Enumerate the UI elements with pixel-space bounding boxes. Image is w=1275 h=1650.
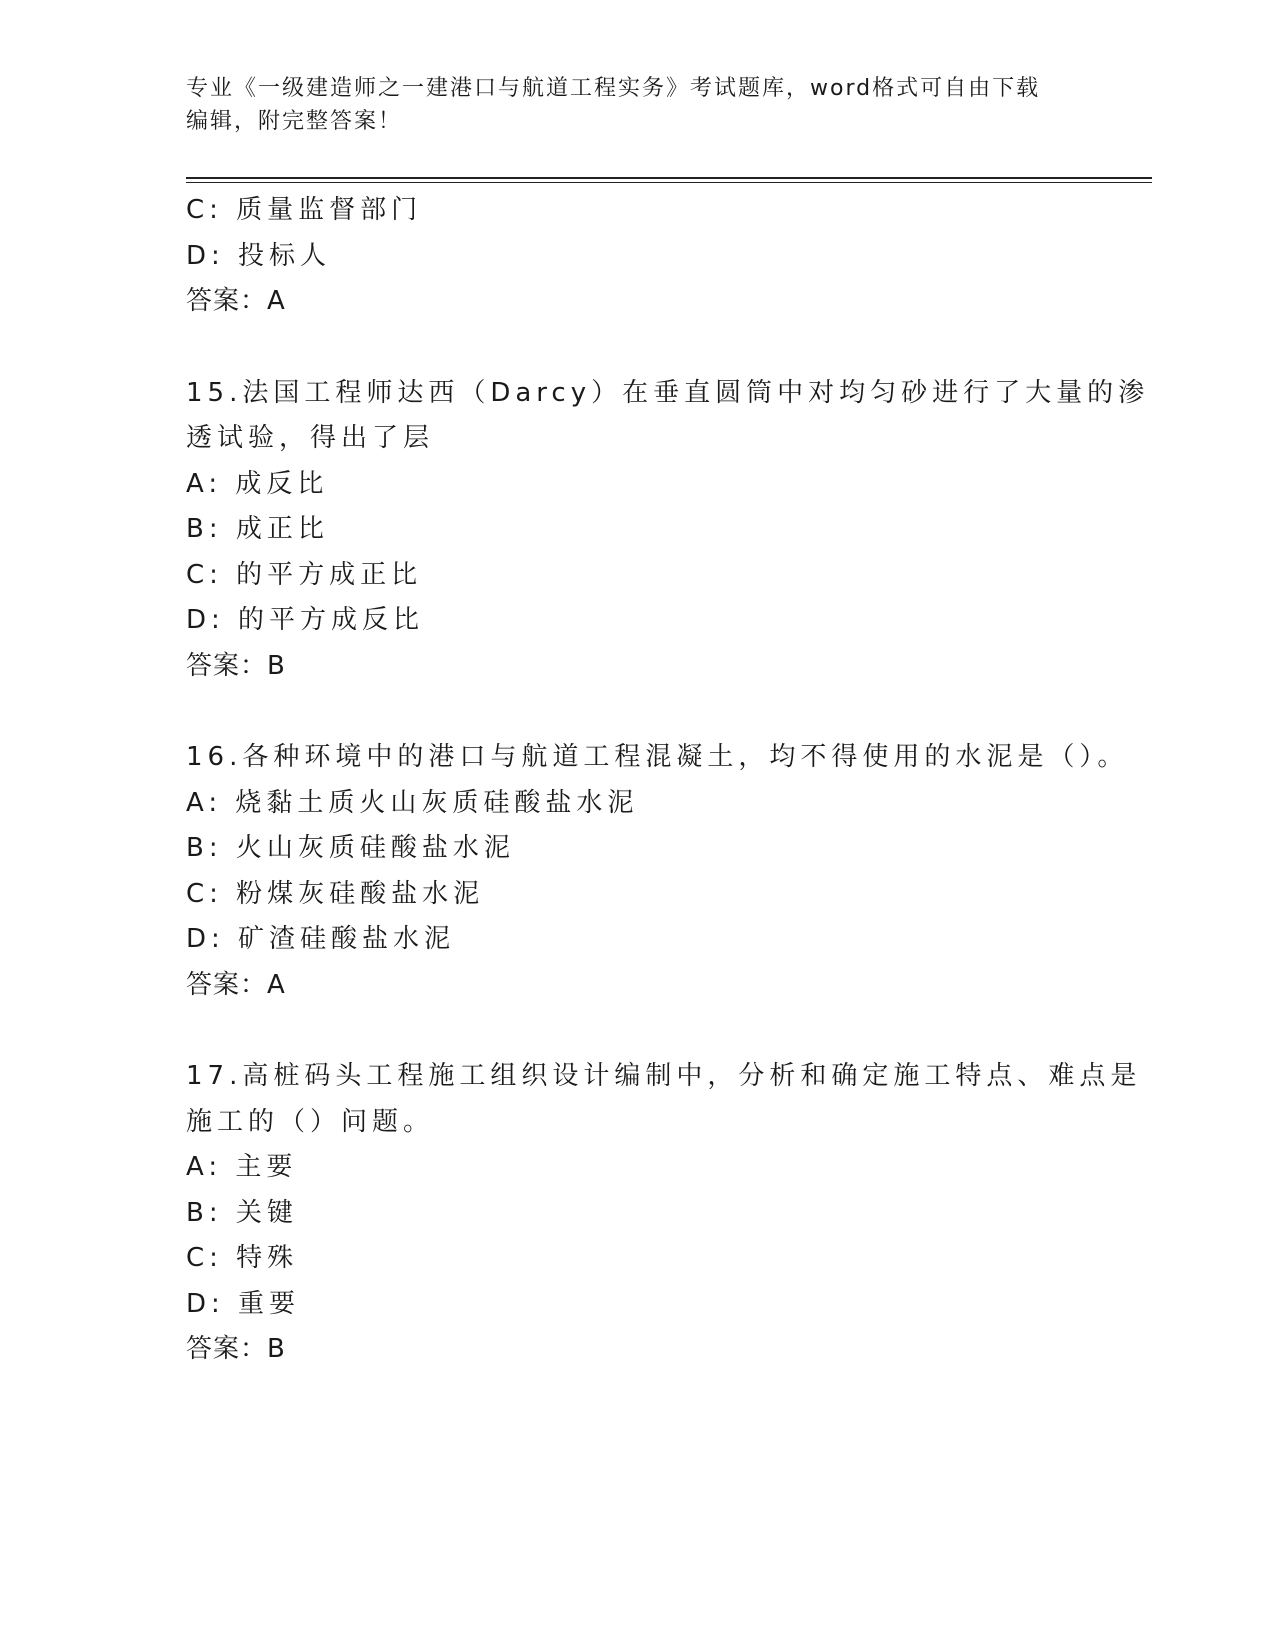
question-stem: 透试验，得出了层 bbox=[186, 423, 435, 453]
question-17 bbox=[186, 1054, 1142, 1373]
document-header bbox=[186, 72, 1086, 138]
question-list bbox=[186, 188, 1150, 1373]
option-c: C: 特殊 bbox=[186, 1243, 299, 1273]
header-divider-thin bbox=[186, 182, 1152, 183]
question-16 bbox=[186, 735, 1129, 1008]
option-d: D: 投标人 bbox=[186, 240, 332, 271]
option-a: A: 成反比 bbox=[186, 468, 329, 499]
option-b: B: 关键 bbox=[186, 1197, 298, 1228]
option-c: C: 粉煤灰硅酸盐水泥 bbox=[186, 878, 485, 909]
option-c: C: 的平方成正比 bbox=[186, 559, 423, 590]
question-15 bbox=[186, 371, 1150, 690]
option-d: D: 矿渣硅酸盐水泥 bbox=[186, 924, 456, 954]
answer-line: 答案：B bbox=[186, 1334, 286, 1364]
question-stem: 17.高桩码头工程施工组织设计编制中，分析和确定施工特点、难点是 bbox=[186, 1061, 1142, 1091]
option-d: D: 的平方成反比 bbox=[186, 605, 425, 635]
option-c: C: 质量监督部门 bbox=[186, 195, 423, 225]
option-b: B: 成正比 bbox=[186, 514, 329, 544]
header-line-1: 专业《一级建造师之一建港口与航道工程实务》考试题库，word格式可自由下载 bbox=[186, 76, 1041, 101]
question-stem: 15.法国工程师达西（Darcy）在垂直圆筒中对均匀砂进行了大量的渗 bbox=[186, 377, 1150, 408]
question-stem: 施工的（）问题。 bbox=[186, 1106, 435, 1137]
answer-line: 答案：A bbox=[186, 969, 286, 1000]
header-line-2: 编辑，附完整答案！ bbox=[186, 109, 403, 134]
option-a: A: 烧黏土质火山灰质硅酸盐水泥 bbox=[186, 787, 639, 818]
answer-line: 答案：B bbox=[186, 650, 286, 681]
answer-line: 答案：A bbox=[186, 286, 286, 316]
option-d: D: 重要 bbox=[186, 1288, 301, 1319]
question-stem: 16.各种环境中的港口与航道工程混凝土，均不得使用的水泥是（）。 bbox=[186, 742, 1129, 772]
option-b: B: 火山灰质硅酸盐水泥 bbox=[186, 833, 515, 863]
previous-question-tail bbox=[186, 188, 1086, 325]
option-a: A: 主要 bbox=[186, 1152, 298, 1182]
header-divider-thick bbox=[186, 177, 1152, 179]
